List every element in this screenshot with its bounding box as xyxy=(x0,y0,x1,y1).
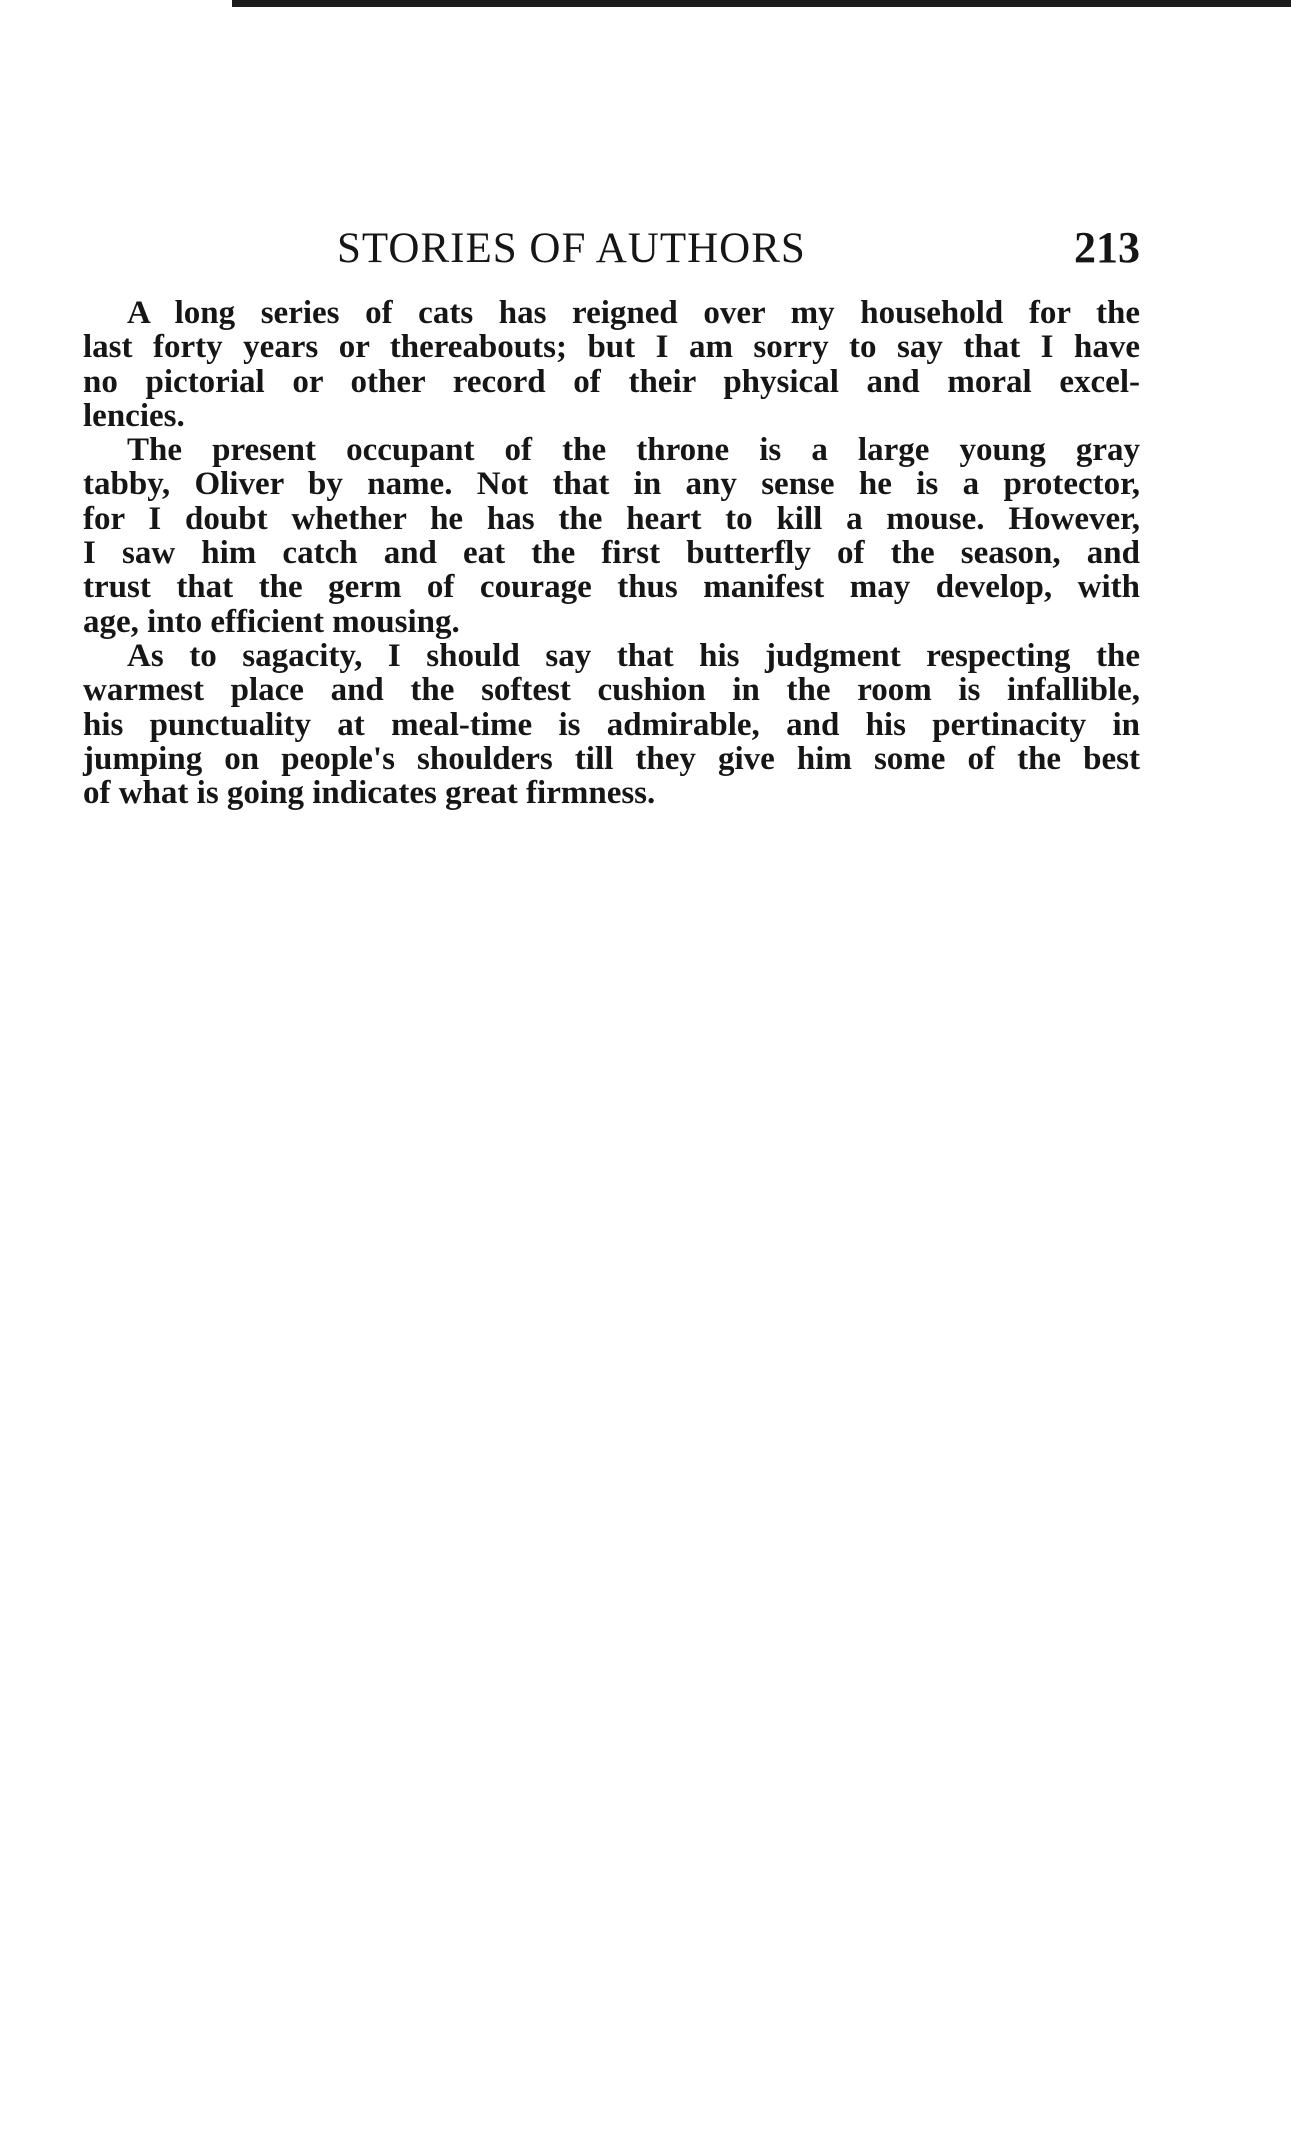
text-line: The present occupant of the throne is a large young gray xyxy=(127,432,1140,469)
text-line: no pictorial or other record of their physical and moral excel- xyxy=(83,363,1140,400)
running-head xyxy=(83,224,1140,274)
paragraph-1 xyxy=(83,296,1140,433)
text-line: age, into efficient mousing. xyxy=(83,603,460,640)
text-line: I saw him catch and eat the first butterfly of the season, and xyxy=(83,535,1140,572)
paragraph-3 xyxy=(83,639,1140,810)
text-line: jumping on people's shoulders till they give him some of the best xyxy=(83,740,1140,777)
text-line: of what is going indicates great firmness. xyxy=(83,775,656,812)
paragraph-2 xyxy=(83,433,1140,639)
body-text xyxy=(83,296,1140,810)
text-line: last forty years or thereabouts; but I am sorry to say that I have xyxy=(83,329,1140,366)
text-line: trust that the germ of courage thus manifest may develop, with xyxy=(83,569,1140,606)
text-line: warmest place and the softest cushion in the room is infallible, xyxy=(83,672,1140,709)
page-edge xyxy=(232,0,1291,7)
page-number: 213 xyxy=(1074,223,1140,272)
text-line: As to sagacity, I should say that his judgment respecting the xyxy=(127,637,1140,674)
text-line: for I doubt whether he has the heart to kill a mouse. However, xyxy=(83,500,1140,537)
text-line: A long series of cats has reigned over my household for the xyxy=(127,295,1140,331)
running-title: STORIES OF AUTHORS xyxy=(337,225,806,272)
text-line: tabby, Oliver by name. Not that in any sense he is a protector, xyxy=(83,466,1140,503)
text-line: lencies. xyxy=(83,397,185,434)
text-line: his punctuality at meal-time is admirable, and his pertinacity in xyxy=(83,706,1140,743)
